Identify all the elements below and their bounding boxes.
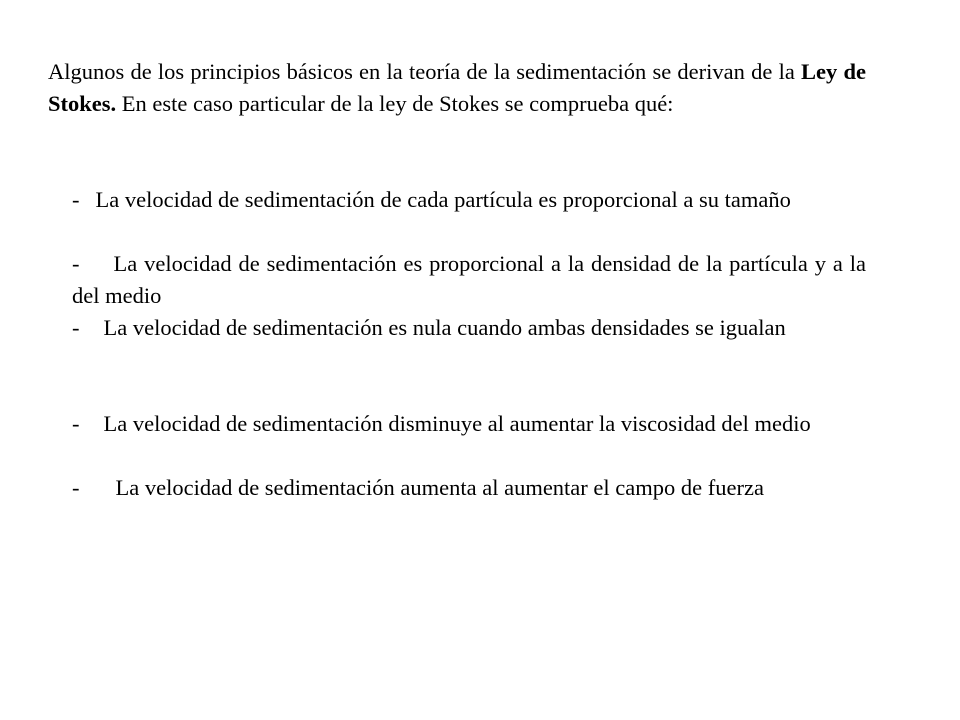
bullet-item-density [72, 248, 866, 312]
bullet-text: La velocidad de sedimentación es proporcional a la densidad de la partícula y a la del medio [72, 251, 866, 308]
intro-text-end: En este caso particular de la ley de Stokes se comprueba qué: [116, 91, 674, 116]
bullet-text: La velocidad de sedimentación aumenta al aumentar el campo de fuerza [115, 475, 764, 500]
bullet-item-size [72, 184, 866, 216]
bullet-dash: - [72, 315, 80, 340]
bullet-dash: - [72, 475, 80, 500]
bullet-dash: - [72, 251, 80, 276]
bullet-item-force-field [72, 472, 866, 504]
bullet-dash: - [72, 187, 80, 212]
ley-de-stokes-bold: Ley de Stokes. [48, 59, 866, 116]
intro-paragraph [48, 56, 866, 120]
bullet-dash: - [72, 411, 80, 436]
bullet-text: La velocidad de sedimentación de cada partícula es proporcional a su tamaño [95, 187, 791, 212]
bullet-text: La velocidad de sedimentación disminuye al aumentar la viscosidad del medio [103, 411, 811, 436]
bullet-text: La velocidad de sedimentación es nula cuando ambas densidades se igualan [103, 315, 786, 340]
bullet-item-null-velocity [72, 312, 866, 344]
intro-text-start: Algunos de los principios básicos en la teoría de la sedimentación se derivan de la [48, 59, 802, 84]
bullet-item-viscosity [72, 408, 866, 440]
